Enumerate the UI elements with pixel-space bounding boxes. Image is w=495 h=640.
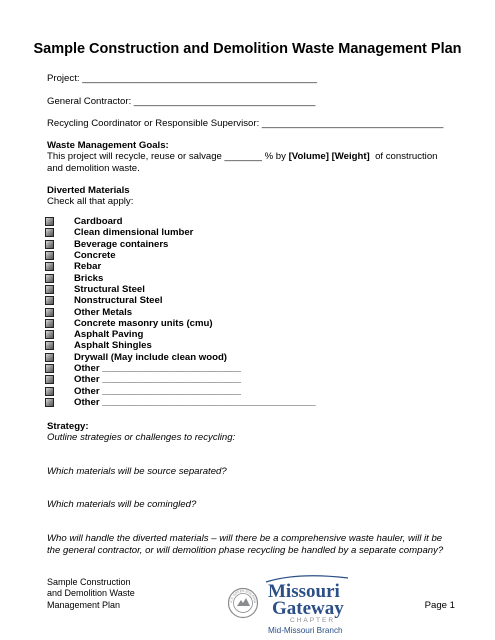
checkbox[interactable] [45,375,54,384]
list-item [45,385,316,396]
goals-weight: [Weight] [331,151,370,162]
checkbox[interactable] [45,274,54,283]
footer-document-name [47,577,135,611]
list-item [45,250,316,261]
missouri-gateway-logo [228,570,428,636]
question-comingled: Which materials will be comingled? [47,499,197,510]
logo-chapter: CHAPTER [290,617,336,624]
checkbox[interactable] [45,364,54,373]
logo-name-line2: Gateway [272,598,344,619]
goals-text-after: of construction [369,151,438,162]
list-item [45,318,316,329]
list-item [45,340,316,351]
list-item [45,239,316,250]
checkbox[interactable] [45,251,54,260]
footer-line: Management Plan [47,599,121,610]
material-label: Beverage containers [74,238,169,250]
material-label: Other __________________________ [74,385,241,397]
goals-heading: Waste Management Goals: [47,140,169,151]
checkbox[interactable] [45,217,54,226]
diverted-heading: Diverted Materials [47,185,130,196]
list-item [45,295,316,306]
question-hauler-line2: the general contractor, or will demolition phase recycling be handled by a separate company? [47,545,444,556]
list-item [45,397,316,408]
checkbox[interactable] [45,387,54,396]
material-label: Other __________________________ [74,363,241,374]
material-label: Rebar [74,261,102,273]
logo-branch: Mid-Missouri Branch [268,626,343,635]
seal-text: U.S. GREEN BUILDING [228,588,258,604]
list-item [45,284,316,295]
checkbox[interactable] [45,398,54,407]
goals-text [47,151,438,162]
strategy-heading: Strategy: [47,421,89,432]
list-item [45,261,316,272]
checkbox[interactable] [45,240,54,249]
footer-line: and Demolition Waste [47,588,135,599]
general-contractor-field: General Contractor: __________________________________ [47,96,316,107]
material-label: Concrete masonry units (cmu) [74,317,213,329]
diverted-instruction: Check all that apply: [47,196,134,207]
checkbox[interactable] [45,308,54,317]
list-item [45,352,316,363]
checkbox[interactable] [45,319,54,328]
list-item [45,363,316,374]
material-label: Cardboard [74,216,123,228]
material-label: Asphalt Paving [74,329,144,341]
goals-text-line2: and demolition waste. [47,163,140,174]
material-label: Concrete [74,250,116,262]
logo-name-line1: Missouri [268,581,340,602]
checkbox[interactable] [45,296,54,305]
list-item [45,329,316,340]
goals-volume: [Volume] [288,151,329,162]
material-label: Clean dimensional lumber [74,227,194,239]
footer-line: Sample Construction [47,577,131,587]
diverted-materials-list [45,216,316,408]
checkbox[interactable] [45,353,54,362]
checkbox[interactable] [45,228,54,237]
checkbox[interactable] [45,262,54,271]
project-field: Project: ____________________________________________ [47,73,317,84]
usgbc-seal-icon [228,570,258,618]
material-label: Structural Steel [74,283,145,295]
material-label: Other Metals [74,306,133,318]
list-item [45,272,316,283]
checkbox[interactable] [45,330,54,339]
material-label: Other ________________________________________ [74,396,316,408]
goals-text-before: This project will recycle, reuse or salvage _______ % by [47,151,289,162]
list-item [45,227,316,238]
list-item [45,216,316,227]
page-title: Sample Construction and Demolition Waste Management Plan [33,41,462,57]
list-item [45,306,316,317]
material-label: Drywall (May include clean wood) [74,351,227,363]
question-hauler-line1: Who will handle the diverted materials – will there be a comprehensive waste hauler, will it be [47,533,443,544]
material-label: Bricks [74,272,104,284]
material-label: Other __________________________ [74,374,241,386]
page-number: Page 1 [424,600,455,611]
material-label: Nonstructural Steel [74,295,163,307]
list-item [45,374,316,385]
checkbox[interactable] [45,285,54,294]
question-source-separated: Which materials will be source separated? [47,466,227,477]
material-label: Asphalt Shingles [74,340,152,352]
strategy-prompt: Outline strategies or challenges to recycling: [47,432,236,443]
checkbox[interactable] [45,341,54,350]
recycling-coordinator-field: Recycling Coordinator or Responsible Supervisor: __________________________________ [47,118,444,129]
